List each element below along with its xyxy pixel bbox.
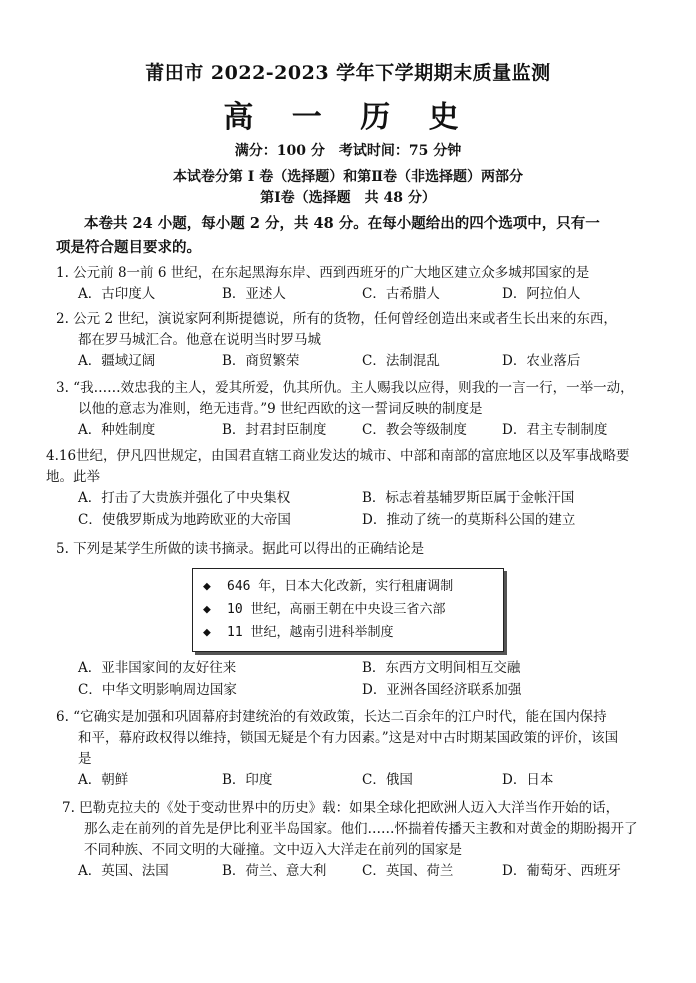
options-row	[56, 658, 656, 680]
question-stem-cont: 那么走在前列的首先是伊比利亚半岛国家。他们……怀揣着传播天主教和对黄金的期盼揭开了	[84, 821, 638, 837]
option-c: C．俄国	[362, 772, 413, 788]
question-stem: 2. 公元 2 世纪，演说家阿利斯提德说，所有的货物，任何曾经创造出来或者生长出来的东西，	[56, 311, 617, 327]
options-row	[56, 284, 656, 306]
exam-title: 莆田市 2022-2023 学年下学期期末质量监测	[145, 62, 551, 84]
question-stem: 6. “它确实是加强和巩固幕府封建统治的有效政策，长达二百余年的江户时代，能在国内保持	[56, 709, 607, 725]
option-a: A．打击了大贵族并强化了中央集权	[78, 490, 291, 506]
option-b: B．亚述人	[222, 286, 286, 302]
excerpt-text: 11 世纪，越南引进科举制度	[227, 625, 394, 640]
option-a: A．疆域辽阔	[78, 353, 156, 369]
question-3	[56, 378, 656, 442]
option-c: C．使俄罗斯成为地跨欧亚的大帝国	[78, 512, 291, 528]
options-row	[56, 351, 656, 373]
option-b: B．商贸繁荣	[222, 353, 300, 369]
instructions-line-1: 本卷共 24 小题，每小题 2 分，共 48 分。在每小题给出的四个选项中，只有一	[84, 215, 600, 232]
question-stem: 3. “我……效忠我的主人，爱其所爱，仇其所仇。主人赐我以应得，则我的一言一行，一举一动，	[56, 380, 634, 396]
option-b: B．封君封臣制度	[222, 422, 327, 438]
question-stem: 1. 公元前 8一前 6 世纪，在东起黑海东岸、西到西班牙的广大地区建立众多城邦国家的是	[56, 265, 590, 281]
question-6	[56, 707, 656, 792]
option-d: D．推动了统一的莫斯科公国的建立	[362, 512, 576, 528]
diamond-icon: ◆	[203, 625, 211, 640]
excerpt-item	[203, 598, 493, 621]
option-c: C．中华文明影响周边国家	[78, 682, 237, 698]
diamond-icon: ◆	[203, 579, 211, 594]
options-row	[46, 488, 656, 510]
question-2	[56, 309, 656, 373]
question-stem-cont: 是	[78, 751, 92, 767]
question-stem-cont: 都在罗马城汇合。他意在说明当时罗马城	[78, 332, 321, 348]
question-4	[46, 446, 656, 532]
option-b: B．荷兰、意大利	[222, 863, 327, 879]
option-b: B．印度	[222, 772, 273, 788]
section-instructions	[56, 212, 646, 260]
question-stem-cont: 不同种族、不同文明的大碰撞。文中迈入大洋走在前列的国家是	[84, 842, 462, 858]
options-row	[56, 420, 656, 442]
diamond-icon: ◆	[203, 602, 211, 617]
option-d: D．日本	[502, 772, 554, 788]
question-stem: 5. 下列是某学生所做的读书摘录。据此可以得出的正确结论是	[56, 541, 425, 557]
option-c: C．法制混乱	[362, 353, 440, 369]
option-c: C．教会等级制度	[362, 422, 467, 438]
question-stem: 7. 巴勒克拉夫的《处于变动世界中的历史》载：如果全球化把欧洲人迈入大洋当作开始的话，	[62, 800, 620, 816]
paper-structure-line: 本试卷分第 Ⅰ 卷（选择题）和第Ⅱ卷（非选择题）两部分	[172, 169, 524, 185]
option-a: A．种姓制度	[78, 422, 156, 438]
question-1	[56, 263, 656, 306]
question-stem: 4.16世纪，伊凡四世规定，由国君直辖工商业发达的城市、中部和南部的富庶地区以及军事战略要	[46, 448, 630, 464]
subject-title: 高 一 历 史	[223, 100, 473, 135]
option-c: C．古希腊人	[362, 286, 440, 302]
excerpt-text: 646 年，日本大化改新，实行租庸调制	[227, 579, 454, 594]
option-a: A．朝鲜	[78, 772, 129, 788]
excerpt-item	[203, 621, 493, 644]
question-5	[56, 539, 656, 560]
option-d: D．亚洲各国经济联系加强	[362, 682, 522, 698]
question-stem-cont: 以他的意志为准则，绝无违背。”9 世纪西欧的这一誓词反映的制度是	[78, 401, 483, 417]
options-row	[62, 861, 662, 883]
option-b: B．标志着基辅罗斯臣属于金帐汗国	[362, 490, 575, 506]
section-title: 第Ⅰ卷（选择题 共 48 分）	[260, 190, 436, 206]
options-row	[56, 680, 656, 702]
reading-excerpt-box	[192, 568, 504, 652]
question-5-options	[56, 658, 656, 702]
question-stem-cont: 地。此举	[46, 469, 100, 485]
options-row	[56, 770, 656, 792]
option-a: A．英国、法国	[78, 863, 169, 879]
instructions-line-2: 项是符合题目要求的。	[56, 239, 201, 256]
options-row	[46, 510, 656, 532]
question-stem-cont: 和平，幕府政权得以维持，锁国无疑是个有力因素。”这是对中古时期某国政策的评价，该国	[78, 730, 619, 746]
option-d: D．君主专制制度	[502, 422, 608, 438]
option-c: C．英国、荷兰	[362, 863, 454, 879]
score-time-line: 满分：100 分 考试时间：75 分钟	[234, 143, 462, 159]
option-d: D．葡萄牙、西班牙	[502, 863, 621, 879]
option-a: A．亚非国家间的友好往来	[78, 660, 237, 676]
option-b: B．东西方文明间相互交融	[362, 660, 521, 676]
question-7	[62, 798, 662, 883]
excerpt-item	[203, 575, 493, 598]
excerpt-text: 10 世纪，高丽王朝在中央设三省六部	[227, 602, 446, 617]
option-a: A．古印度人	[78, 286, 156, 302]
option-d: D．农业落后	[502, 353, 581, 369]
option-d: D．阿拉伯人	[502, 286, 581, 302]
